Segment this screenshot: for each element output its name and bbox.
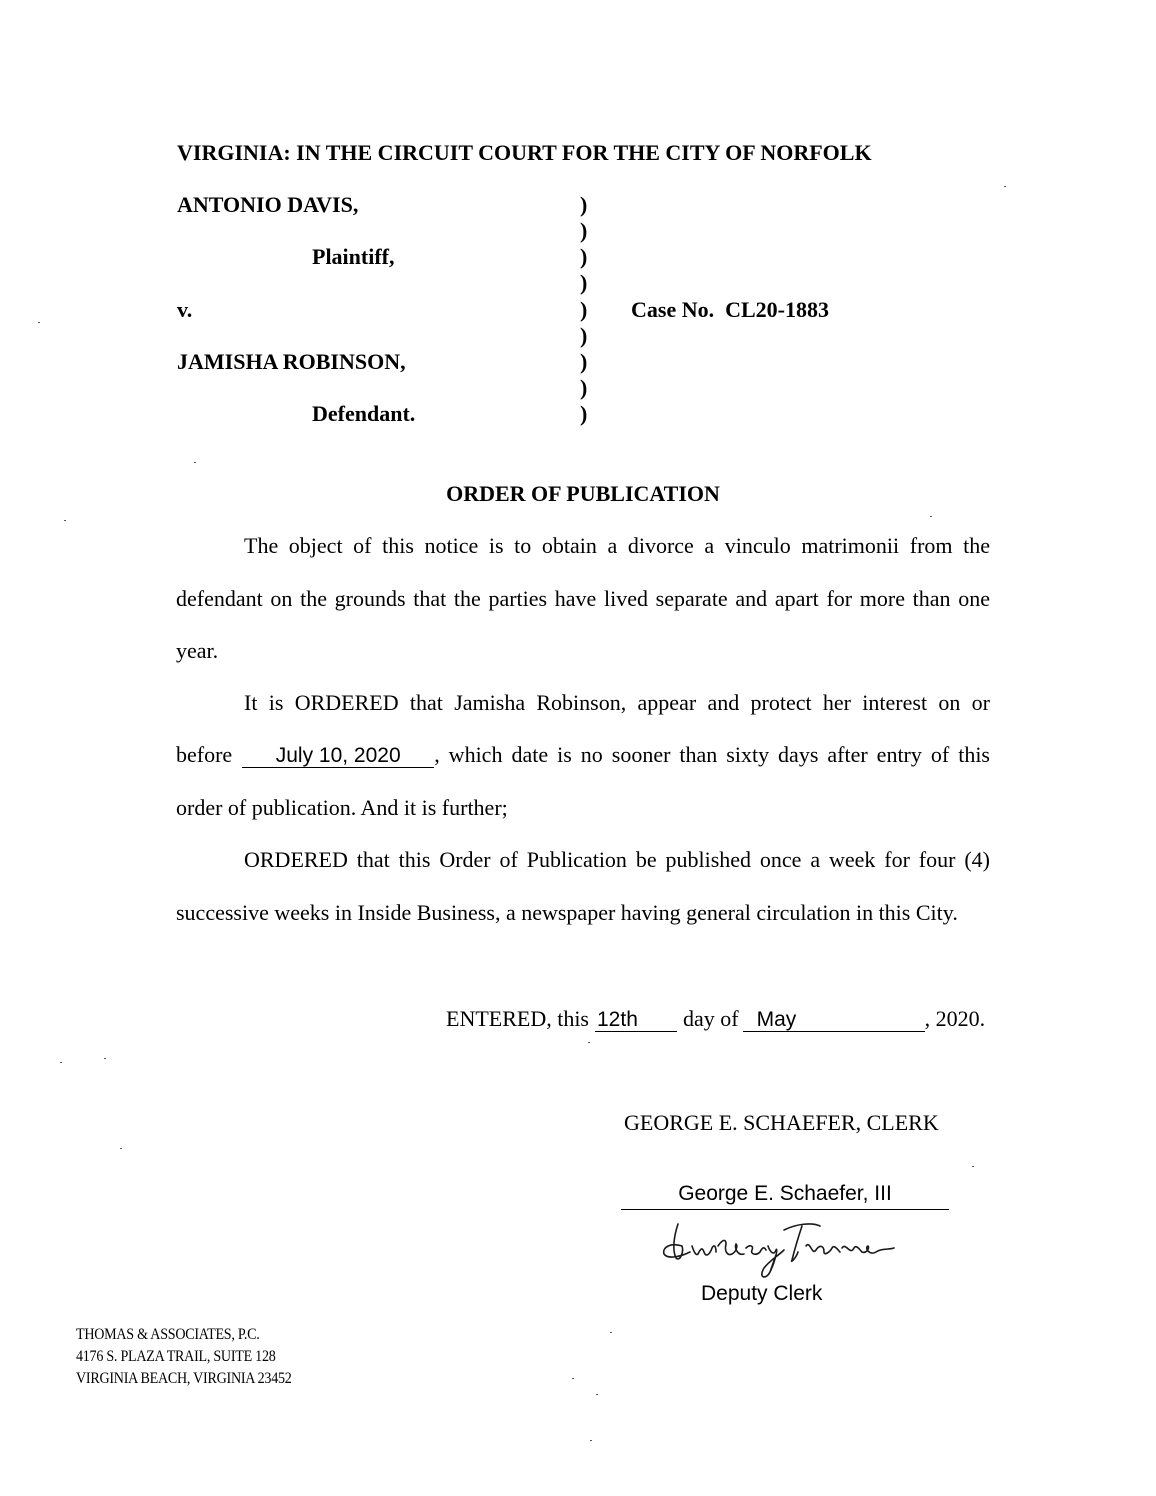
caption-paren: ) [580, 297, 588, 322]
attorney-city-state-zip: VIRGINIA BEACH, VIRGINIA 23452 [76, 1370, 292, 1387]
entered-month-field: May [743, 1009, 925, 1032]
court-heading: VIRGINIA: IN THE CIRCUIT COURT FOR THE CITY OF NORFOLK [177, 140, 872, 165]
paragraph-3-line-2: successive weeks in Inside Business, a newspaper having general circulation in this City. [176, 900, 958, 925]
date-sentence-rest: , which date is no sooner than sixty days after entry of this [434, 742, 990, 767]
deputy-clerk-signature [656, 1216, 896, 1284]
caption-paren: ) [580, 375, 588, 400]
scan-speck [194, 462, 196, 463]
clerk-title: GEORGE E. SCHAEFER, CLERK [624, 1110, 939, 1135]
paragraph-2-line-2 [176, 742, 990, 768]
scan-speck [930, 516, 932, 517]
day-of-label: day of [683, 1006, 739, 1031]
scan-speck [572, 1378, 574, 1379]
caption-paren: ) [580, 349, 588, 374]
scan-speck [60, 1062, 62, 1063]
deputy-clerk-label: Deputy Clerk [701, 1282, 823, 1305]
paragraph-2-line-3: order of publication. And it is further; [176, 795, 508, 820]
scan-speck [1004, 186, 1006, 187]
caption-paren: ) [580, 244, 588, 269]
before-label: before [176, 742, 233, 767]
scan-speck [590, 1440, 592, 1441]
scan-speck [38, 322, 40, 323]
scan-speck [972, 1166, 974, 1167]
paragraph-1-line-2: defendant on the grounds that the parties have lived separate and apart for more than one [176, 586, 990, 611]
plaintiff-name: ANTONIO DAVIS, [177, 192, 359, 217]
caption-paren: ) [580, 218, 588, 243]
paragraph-2-line-1: It is ORDERED that Jamisha Robinson, appear and protect her interest on or [244, 690, 990, 715]
caption-paren: ) [580, 192, 588, 217]
entered-prefix: ENTERED, this [446, 1006, 589, 1031]
caption-paren: ) [580, 270, 588, 295]
plaintiff-role: Plaintiff, [312, 244, 395, 269]
caption-paren: ) [580, 323, 588, 348]
attorney-firm-name: THOMAS & ASSOCIATES, P.C. [76, 1326, 260, 1343]
case-number-line [631, 297, 829, 323]
versus-label: v. [177, 297, 193, 322]
defendant-name: JAMISHA ROBINSON, [177, 349, 406, 374]
clerk-typed-name: George E. Schaefer, III [621, 1182, 949, 1210]
entered-day-field: 12th [595, 1009, 677, 1032]
paragraph-3-line-1: ORDERED that this Order of Publication be published once a week for four (4) [244, 847, 990, 872]
entered-year: , 2020. [924, 1006, 986, 1031]
scan-speck [588, 1042, 590, 1043]
caption-paren: ) [580, 401, 588, 426]
appearance-date-field: July 10, 2020 [242, 745, 434, 768]
entered-line [446, 1006, 985, 1032]
attorney-street-address: 4176 S. PLAZA TRAIL, SUITE 128 [76, 1348, 276, 1365]
scan-speck [610, 1332, 612, 1333]
scan-speck [104, 1058, 106, 1059]
defendant-role: Defendant. [312, 401, 416, 426]
scan-speck [64, 520, 66, 521]
case-label: Case No. [631, 297, 715, 322]
paragraph-1-line-3: year. [176, 638, 219, 663]
scan-speck [120, 1148, 122, 1149]
document-title: ORDER OF PUBLICATION [446, 481, 720, 506]
case-number: CL20-1883 [725, 297, 829, 322]
paragraph-1-line-1: The object of this notice is to obtain a divorce a vinculo matrimonii from the [244, 533, 990, 558]
scan-speck [596, 1394, 598, 1395]
